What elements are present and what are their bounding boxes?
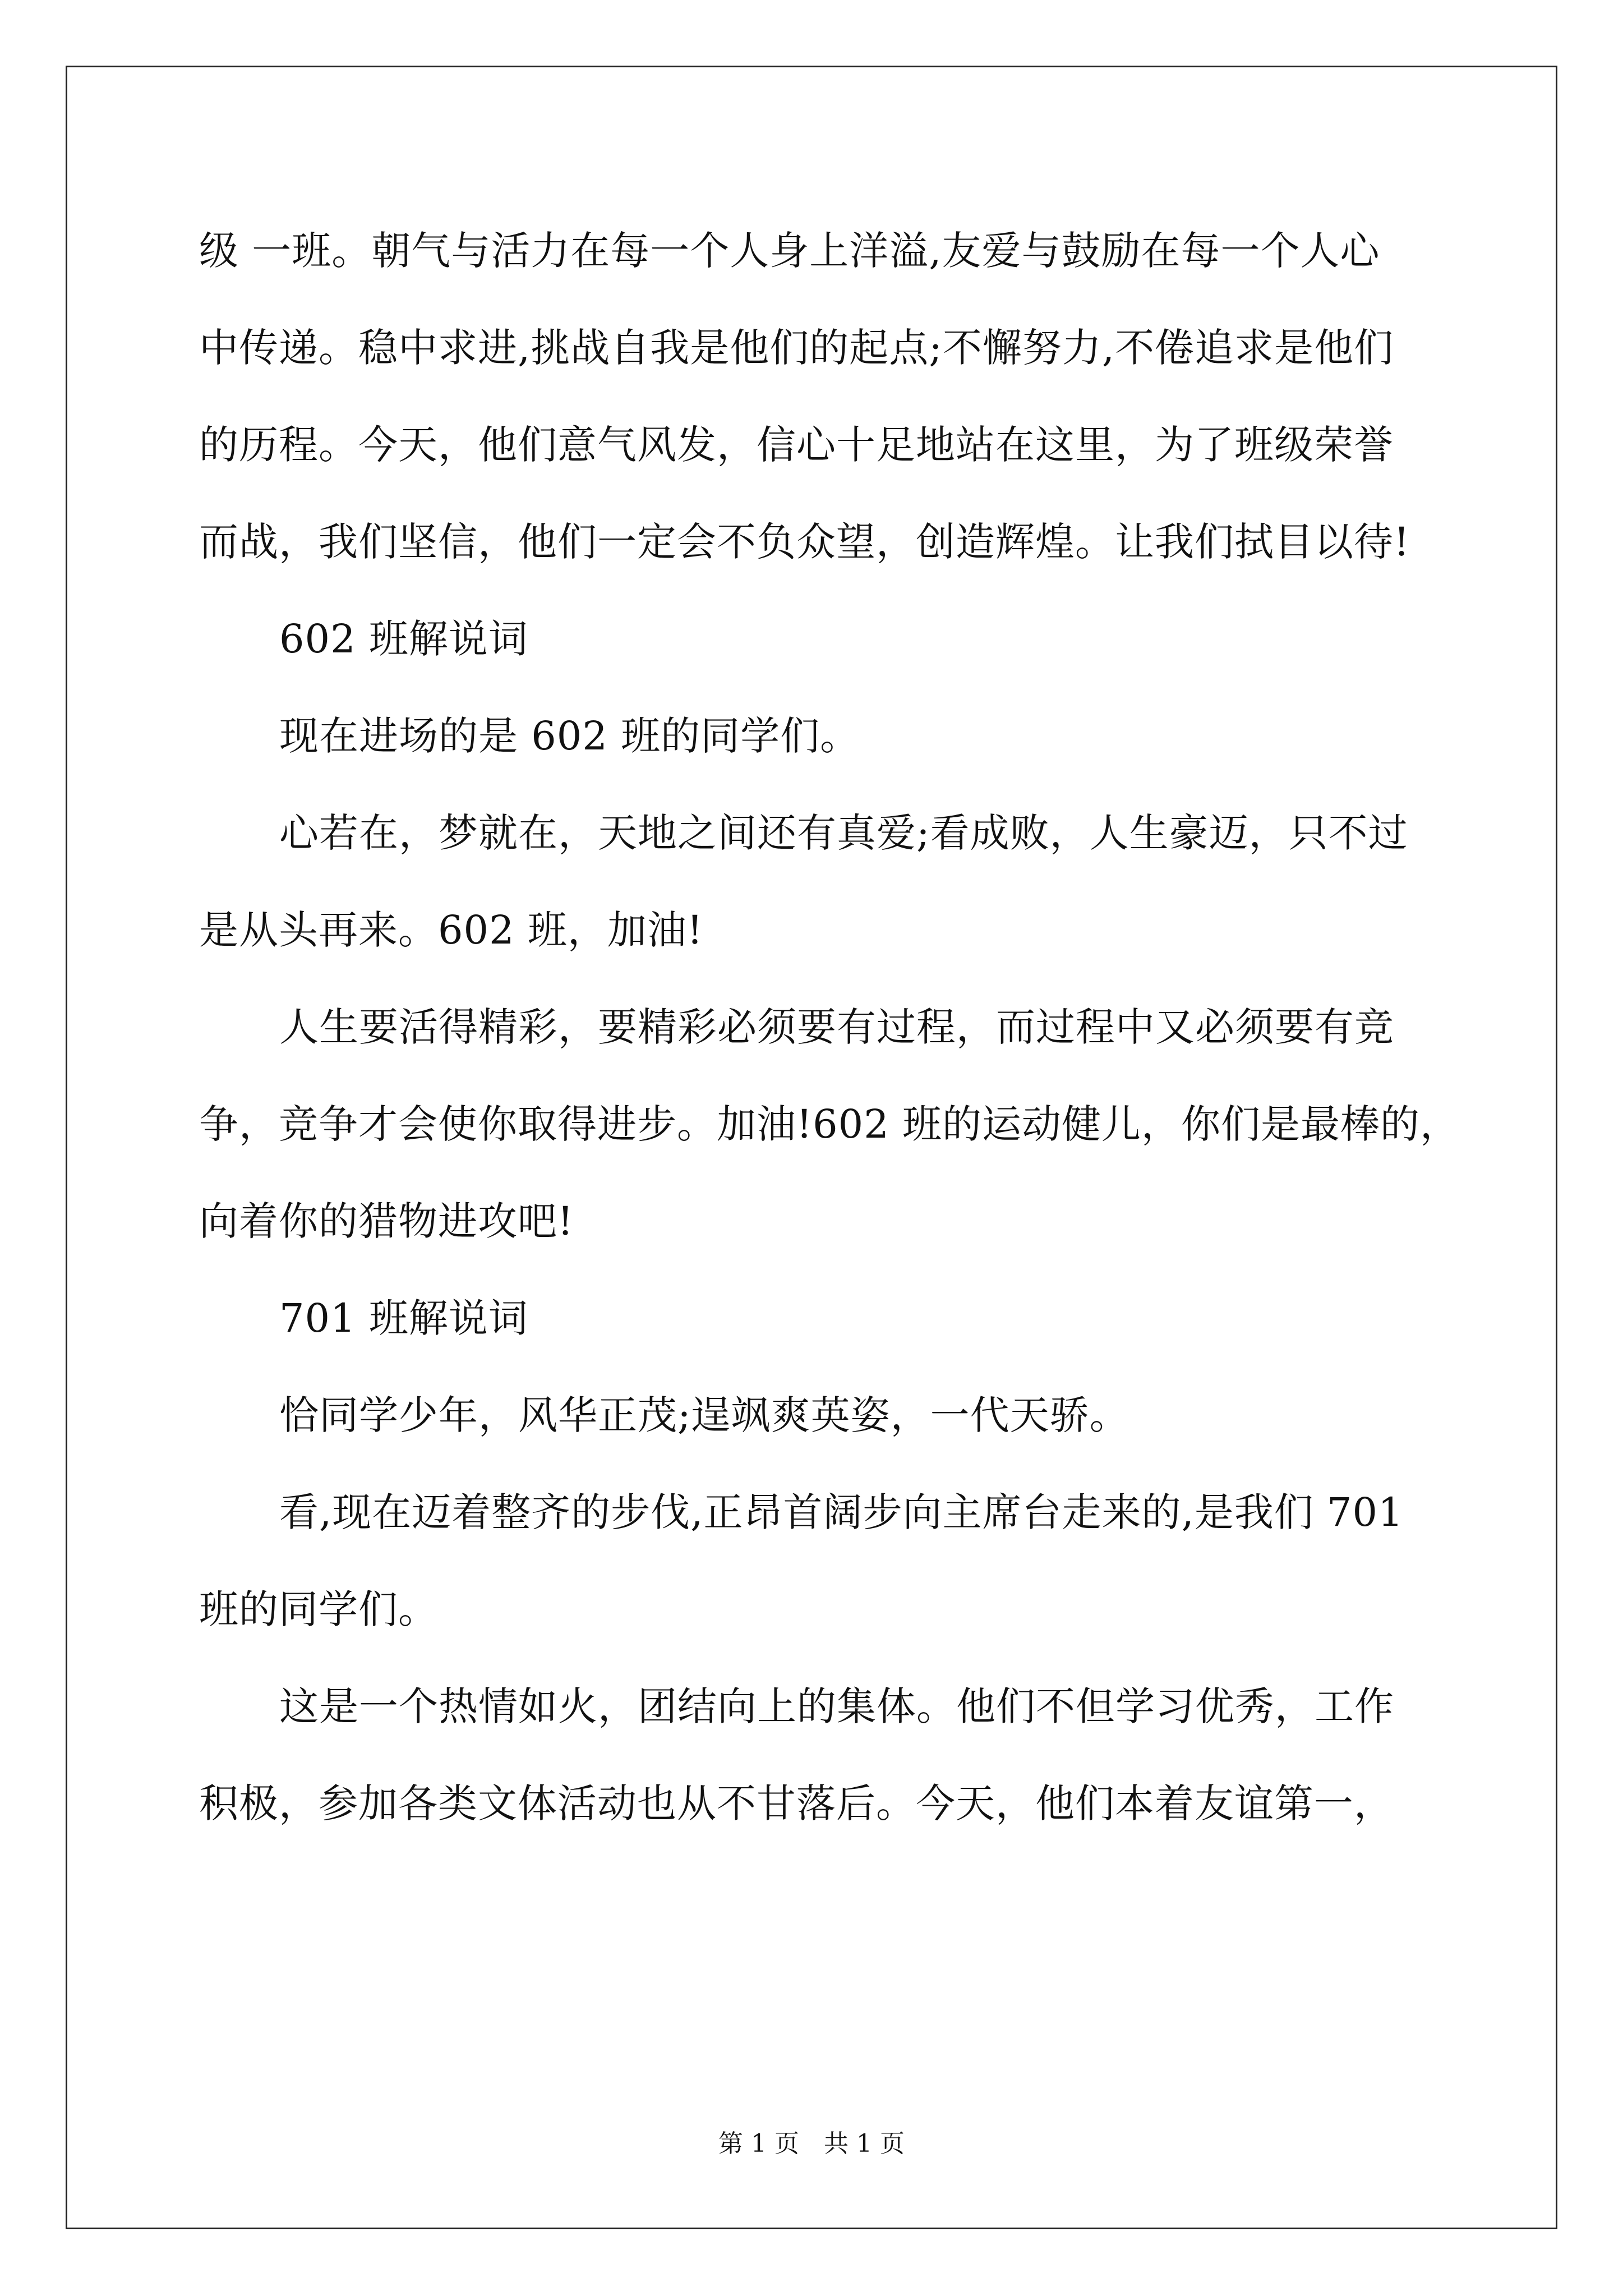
paragraph-line: 积极，参加各类文体活动也从不甘落后。今天，他们本着友谊第一， [199, 1780, 1394, 1826]
paragraph-line: 而战，我们坚信，他们一定会不负众望，创造辉煌。让我们拭目以待! [199, 519, 1410, 565]
paragraph-line: 的历程。今天，他们意气风发，信心十足地站在这里，为了班级荣誉 [199, 422, 1394, 468]
page-number-footer: 第 1 页 共 1 页 [718, 2129, 905, 2158]
paragraph-line: 班的同学们。 [199, 1586, 438, 1632]
paragraph-line: 恰同学少年，风华正茂;逞飒爽英姿，一代天骄。 [279, 1392, 1129, 1438]
paragraph-line: 看,现在迈着整齐的步伐,正昂首阔步向主席台走来的,是我们 701 [279, 1489, 1404, 1535]
paragraph-line: 争，竞争才会使你取得进步。加油!602 班的运动健儿，你们是最棒的， [199, 1101, 1460, 1147]
paragraph-line: 级 一班。朝气与活力在每一个人身上洋溢,友爱与鼓励在每一个人心 [199, 228, 1380, 274]
paragraph-line: 现在进场的是 602 班的同学们。 [279, 713, 860, 759]
paragraph-line: 是从头再来。602 班，加油! [199, 907, 703, 953]
paragraph-line: 中传递。稳中求进,挑战自我是他们的起点;不懈努力,不倦追求是他们 [199, 325, 1394, 371]
paragraph-line: 人生要活得精彩，要精彩必须要有过程，而过程中又必须要有竞 [279, 1004, 1394, 1050]
paragraph-line: 向着你的猎物进攻吧! [199, 1198, 574, 1244]
page-border [66, 66, 1557, 2229]
section-heading: 602 班解说词 [279, 616, 528, 662]
section-heading: 701 班解说词 [279, 1295, 528, 1341]
paragraph-line: 心若在，梦就在，天地之间还有真爱;看成败，人生豪迈，只不过 [279, 810, 1408, 856]
paragraph-line: 这是一个热情如火，团结向上的集体。他们不但学习优秀，工作 [279, 1683, 1394, 1729]
